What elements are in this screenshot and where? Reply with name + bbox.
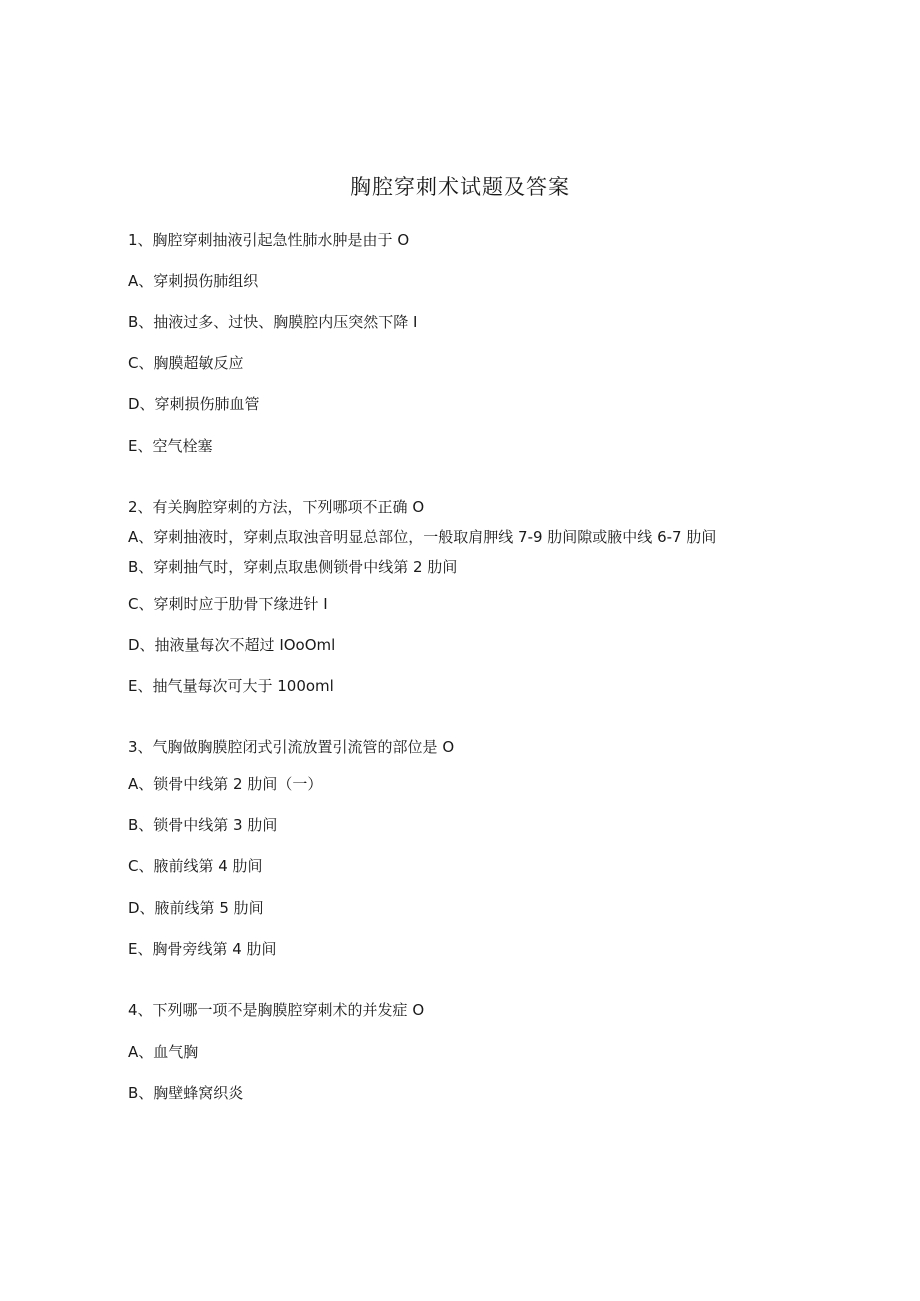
question-3-option-c: C、腋前线第 4 肋间 — [128, 857, 263, 875]
question-1-stem: 1、胸腔穿刺抽液引起急性肺水肿是由于 O — [128, 231, 410, 249]
question-4-option-b: B、胸壁蜂窝织炎 — [128, 1084, 244, 1102]
question-4-option-a: A、血气胸 — [128, 1043, 199, 1061]
question-3-option-d: D、腋前线第 5 肋间 — [128, 899, 264, 917]
question-3-option-b: B、锁骨中线第 3 肋间 — [128, 816, 278, 834]
question-3-option-e: E、胸骨旁线第 4 肋间 — [128, 940, 277, 958]
question-2-option-c: C、穿刺时应于肋骨下缘进针 I — [128, 595, 328, 613]
question-1-option-c: C、胸膜超敏反应 — [128, 354, 244, 372]
page-title: 胸腔穿刺术试题及答案 — [350, 175, 570, 199]
question-2-stem: 2、有关胸腔穿刺的方法，下列哪项不正确 O — [128, 498, 425, 516]
question-1-option-a: A、穿刺损伤肺组织 — [128, 272, 259, 290]
question-1-option-e: E、空气栓塞 — [128, 437, 213, 455]
question-3-stem: 3、气胸做胸膜腔闭式引流放置引流管的部位是 O — [128, 738, 455, 756]
question-2-option-a: A、穿刺抽液时，穿刺点取浊音明显总部位，一般取肩胛线 7-9 肋间隙或腋中线 6-7 肋间 — [128, 528, 717, 546]
question-1-option-d: D、穿刺损伤肺血管 — [128, 395, 260, 413]
question-1-option-b: B、抽液过多、过快、胸膜腔内压突然下降 I — [128, 313, 418, 331]
question-2-option-b: B、穿刺抽气时，穿刺点取患侧锁骨中线第 2 肋间 — [128, 558, 458, 576]
question-3-option-a: A、锁骨中线第 2 肋间（一） — [128, 775, 323, 793]
question-2-option-e: E、抽气量每次可大于 100oml — [128, 677, 334, 695]
question-2-option-d: D、抽液量每次不超过 IOoOml — [128, 636, 336, 654]
question-4-stem: 4、下列哪一项不是胸膜腔穿刺术的并发症 O — [128, 1001, 425, 1019]
